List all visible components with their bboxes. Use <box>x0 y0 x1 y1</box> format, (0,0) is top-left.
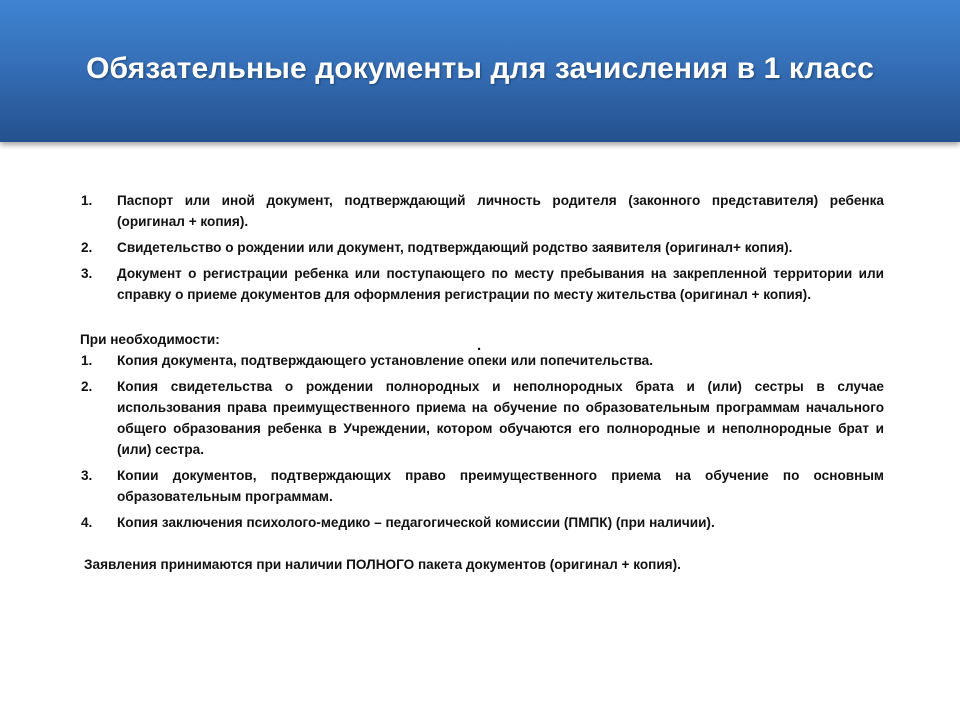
list-item-text: Копия документа, подтверждающего установление опеки или попечительства. <box>117 353 653 368</box>
title-banner <box>0 0 960 142</box>
list-item-number: 2. <box>81 240 93 255</box>
list-item-number: 1. <box>81 353 93 368</box>
stray-dot: . <box>477 337 482 354</box>
list-item-number: 4. <box>81 515 93 530</box>
optional-documents-list <box>80 350 884 533</box>
list-item <box>80 237 884 258</box>
list-item <box>80 350 884 371</box>
required-documents-list <box>80 190 884 305</box>
if-needed-heading <box>80 329 884 354</box>
list-item-number: 2. <box>81 379 93 394</box>
footer-note: Заявления принимаются при наличии ПОЛНОГО пакета документов (оригинал + копия). <box>84 557 681 572</box>
list-item-text: Копия заключения психолого-медико – педагогической комиссии (ПМПК) (при наличии). <box>117 515 715 530</box>
list-item <box>80 512 884 533</box>
list-item <box>80 465 884 507</box>
list-item-text: Копия свидетельства о рождении полнородных и неполнородных брата и (или) сестры в случае использования права преимущественного приема на обучение по образовательным программам начального общего образования ребенка в Учреждении, котором обучаются его полнородные и неполнородные брат и (или) сестра. <box>117 379 884 457</box>
list-item-text: Свидетельство о рождении или документ, подтверждающий родство заявителя (оригинал+ копия). <box>117 240 793 255</box>
list-item-number: 3. <box>81 266 93 281</box>
list-item-text: Копии документов, подтверждающих право преимущественного приема на обучение по основным образовательным программам. <box>117 468 884 504</box>
list-item <box>80 190 884 232</box>
list-item-number: 1. <box>81 193 93 208</box>
if-needed-label: При необходимости: <box>80 332 220 347</box>
list-item <box>80 376 884 460</box>
list-item-text: Документ о регистрации ребенка или поступающего по месту пребывания на закрепленной территории или справку о приеме документов для оформления регистрации по месту жительства (оригинал + копия). <box>117 266 884 302</box>
slide-title: Обязательные документы для зачисления в 1 класс <box>86 52 874 85</box>
list-item <box>80 263 884 305</box>
slide-content <box>80 190 884 575</box>
list-item-number: 3. <box>81 468 93 483</box>
list-item-text: Паспорт или иной документ, подтверждающий личность родителя (законного представителя) ребенка (оригинал + копия). <box>117 193 884 229</box>
